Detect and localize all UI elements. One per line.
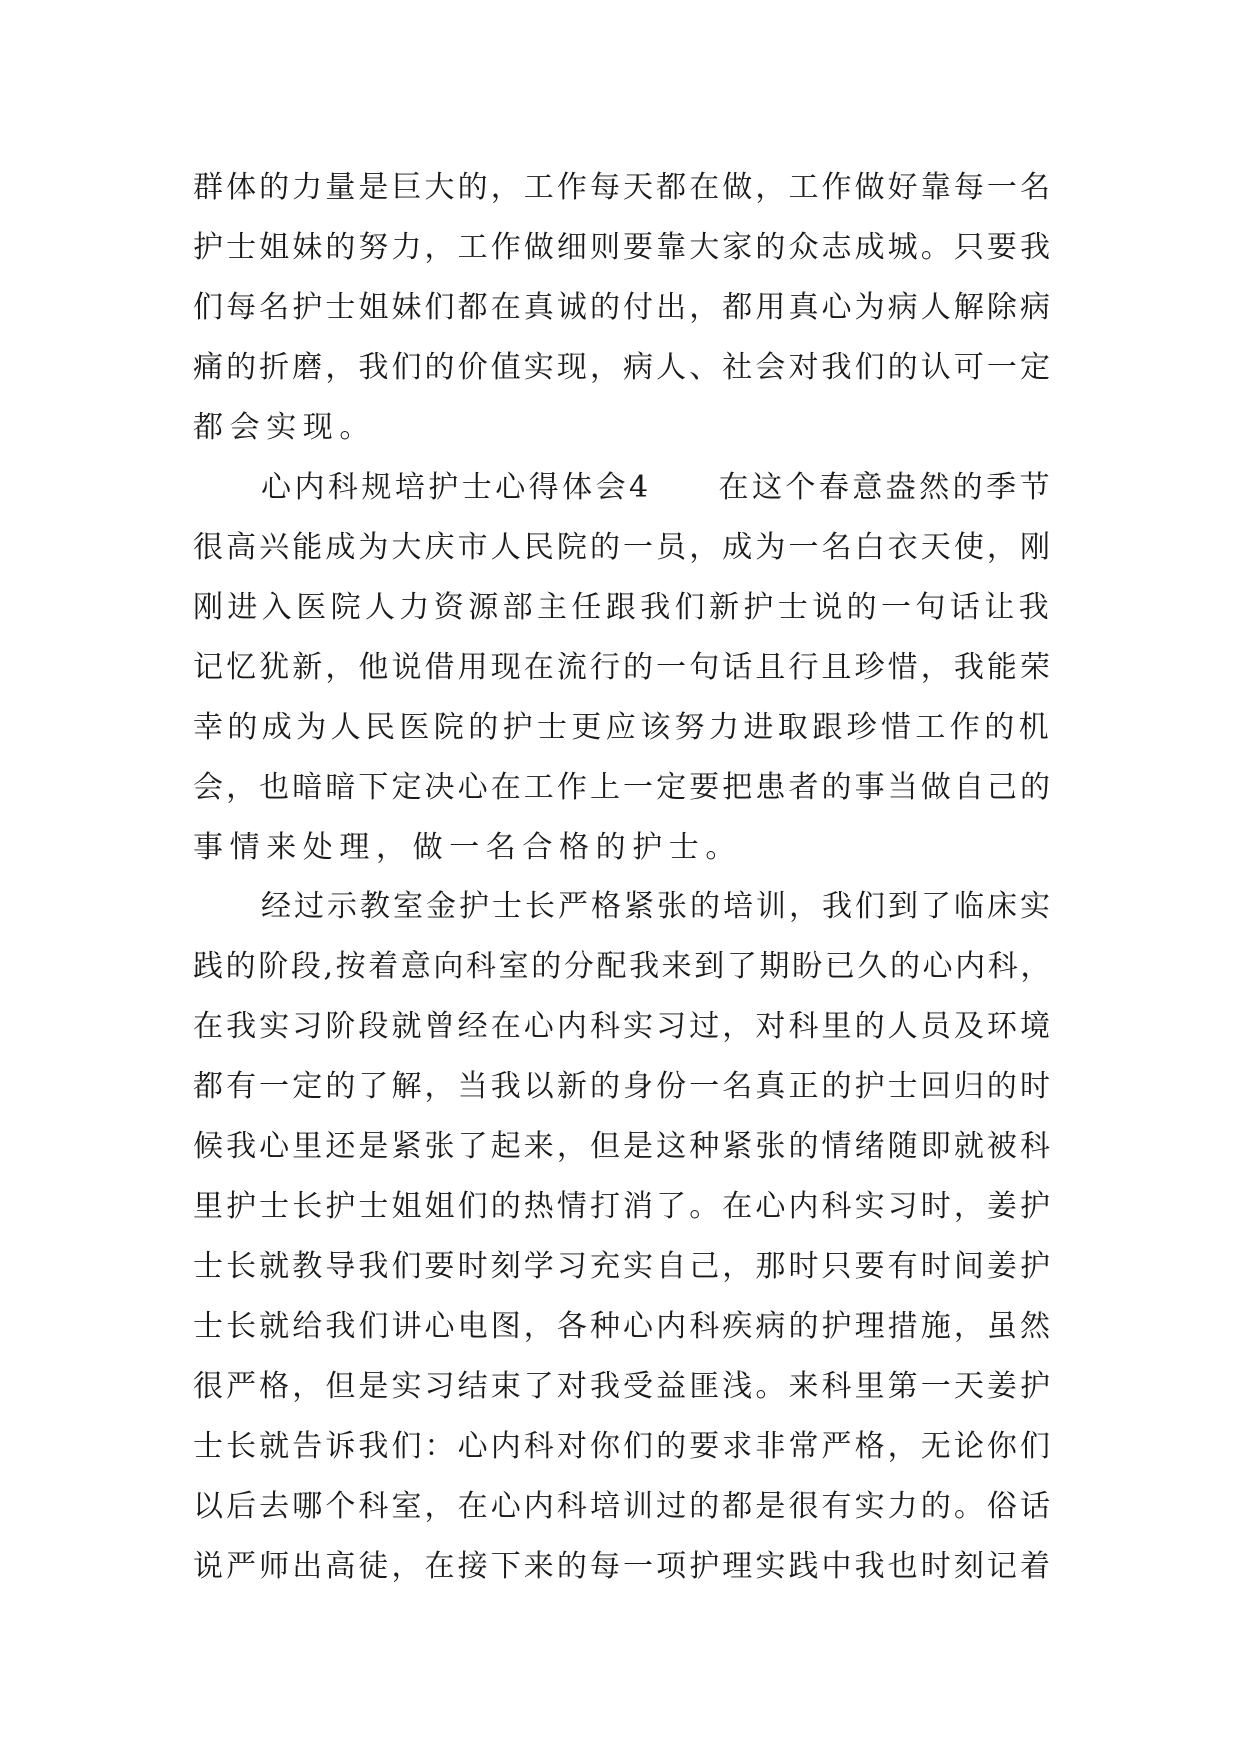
paragraph-2 bbox=[193, 458, 1053, 878]
text-line: 很高兴能成为大庆市人民院的一员，成为一名白衣天使，刚 bbox=[193, 530, 1053, 565]
text-line: 会，也暗暗下定决心在工作上一定要把患者的事当做自己的 bbox=[193, 770, 1053, 805]
paragraph-3 bbox=[193, 877, 1053, 1597]
text-line: 幸的成为人民医院的护士更应该努力进取跟珍惜工作的机 bbox=[193, 710, 1053, 745]
text-line: 践的阶段,按着意向科室的分配我来到了期盼已久的心内科， bbox=[193, 949, 1053, 984]
text-line: 们每名护士姐妹们都在真诚的付出，都用真心为病人解除病 bbox=[193, 290, 1053, 325]
text-line: 都会实现。 bbox=[193, 410, 376, 445]
paragraph-1 bbox=[193, 158, 1053, 458]
text-line: 护士姐妹的努力，工作做细则要靠大家的众志成城。只要我 bbox=[193, 230, 1053, 265]
text-line: 士长就教导我们要时刻学习充实自己，那时只要有时间姜护 bbox=[193, 1249, 1053, 1284]
text-line: 经过示教室金护士长严格紧张的培训，我们到了临床实 bbox=[261, 889, 1053, 924]
text-line: 候我心里还是紧张了起来，但是这种紧张的情绪随即就被科 bbox=[193, 1129, 1053, 1164]
text-line: 事情来处理，做一名合格的护士。 bbox=[193, 830, 742, 865]
text-line: 心内科规培护士心得体会4 在这个春意盎然的季节 bbox=[261, 470, 1053, 505]
text-line: 痛的折磨，我们的价值实现，病人、社会对我们的认可一定 bbox=[193, 350, 1053, 385]
text-line: 说严师出高徒，在接下来的每一项护理实践中我也时刻记着 bbox=[193, 1549, 1053, 1584]
text-line: 士长就告诉我们：心内科对你们的要求非常严格，无论你们 bbox=[193, 1429, 1053, 1464]
text-line: 都有一定的了解，当我以新的身份一名真正的护士回归的时 bbox=[193, 1069, 1053, 1104]
text-line: 以后去哪个科室，在心内科培训过的都是很有实力的。俗话 bbox=[193, 1489, 1053, 1524]
text-line: 刚进入医院人力资源部主任跟我们新护士说的一句话让我 bbox=[193, 590, 1053, 625]
text-line: 里护士长护士姐姐们的热情打消了。在心内科实习时，姜护 bbox=[193, 1189, 1053, 1224]
text-line: 在我实习阶段就曾经在心内科实习过，对科里的人员及环境 bbox=[193, 1009, 1053, 1044]
text-line: 记忆犹新，他说借用现在流行的一句话且行且珍惜，我能荣 bbox=[193, 650, 1053, 685]
text-line: 很严格，但是实习结束了对我受益匪浅。来科里第一天姜护 bbox=[193, 1369, 1053, 1404]
text-line: 群体的力量是巨大的，工作每天都在做，工作做好靠每一名 bbox=[193, 170, 1053, 205]
text-line: 士长就给我们讲心电图，各种心内科疾病的护理措施，虽然 bbox=[193, 1309, 1053, 1344]
